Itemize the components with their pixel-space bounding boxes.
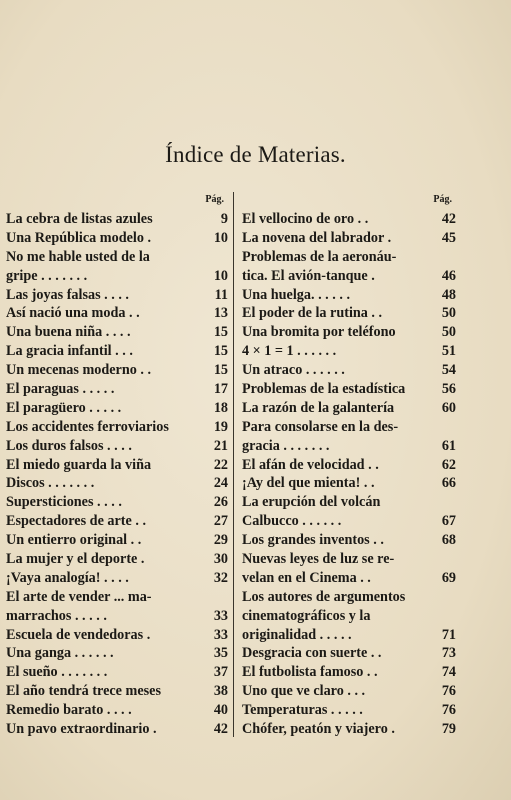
index-entry	[6, 248, 228, 267]
index-entry	[242, 323, 456, 342]
index-entry	[242, 701, 456, 720]
index-entry-page-number: 9	[220, 211, 228, 227]
index-entry-page-number: 10	[213, 267, 228, 284]
index-entry-page-number: 29	[213, 532, 228, 549]
index-entry-page-number: 74	[441, 664, 456, 681]
index-entry-title: El año tendrá trece meses	[6, 683, 161, 700]
index-entry-page-number: 50	[441, 324, 456, 341]
index-entry	[242, 474, 456, 493]
index-entry-title: Problemas de la aeronáu-	[242, 248, 397, 265]
index-entry-page-number: 24	[213, 475, 228, 492]
index-entry	[242, 626, 456, 645]
index-entry	[242, 361, 456, 380]
index-entry-title: El paragüero . . . . .	[6, 399, 122, 416]
index-entry-title: El poder de la rutina . .	[242, 305, 383, 322]
index-entry-page-number: 32	[213, 569, 228, 586]
index-entry-title: tica. El avión-tanque .	[242, 267, 375, 284]
index-entry-title: ¡Ay del que mienta! . .	[242, 475, 375, 492]
index-entry-title: Una República modelo .	[6, 229, 152, 246]
index-entry-title: Temperaturas . . . . .	[242, 702, 363, 719]
index-entry	[242, 569, 456, 588]
index-entry-page-number: 60	[441, 399, 456, 416]
index-entry	[6, 323, 228, 342]
index-entry-page-number: 19	[213, 418, 228, 435]
index-entry	[242, 512, 456, 531]
index-entry	[242, 380, 456, 399]
index-entry-page-number: 26	[213, 494, 228, 511]
index-entry	[242, 342, 456, 361]
index-entry-title: La cebra de listas azules	[6, 211, 153, 227]
index-entry	[6, 418, 228, 437]
index-entry-page-number: 37	[213, 664, 228, 681]
index-entry-page-number: 40	[213, 702, 228, 719]
index-entry-title: Así nació una moda . .	[6, 305, 140, 322]
index-entry-page-number: 38	[213, 683, 228, 700]
index-entry	[242, 720, 456, 739]
index-entry-page-number: 68	[441, 532, 456, 549]
index-entry-page-number: 18	[213, 399, 228, 416]
index-entry-page-number: 66	[441, 475, 456, 492]
index-entry-title: 4 × 1 = 1 . . . . . .	[242, 343, 337, 360]
index-column-right	[242, 190, 456, 739]
index-entry	[242, 550, 456, 569]
index-entry-title: Los accidentes ferroviarios	[6, 418, 169, 435]
index-entry	[6, 588, 228, 607]
index-entry	[6, 286, 228, 305]
index-entry-page-number: 73	[441, 645, 456, 662]
index-entry-title: cinematográficos y la	[242, 607, 371, 624]
index-entry-page-number: 33	[213, 626, 228, 643]
index-entry	[6, 663, 228, 682]
index-entry-page-number: 30	[213, 551, 228, 568]
index-entry	[242, 286, 456, 305]
index-entry-title: Los autores de argumentos	[242, 588, 406, 605]
index-entry-page-number: 42	[213, 721, 228, 738]
index-entry-title: El arte de vender ... ma-	[6, 588, 152, 605]
index-entry-title: ¡Vaya analogía! . . . .	[6, 569, 129, 586]
index-entry	[6, 493, 228, 512]
index-entry	[6, 267, 228, 286]
index-entry-title: Una ganga . . . . . .	[6, 645, 114, 662]
index-entry-title: Un atraco . . . . . .	[242, 362, 345, 379]
index-entry	[242, 437, 456, 456]
index-entry-page-number: 54	[441, 362, 456, 379]
index-entry-title: La gracia infantil . . .	[6, 343, 133, 360]
index-entry	[242, 607, 456, 626]
index-entry-page-number: 21	[213, 437, 228, 454]
index-entry-title: gracia . . . . . . .	[242, 437, 330, 454]
index-entry-page-number: 17	[213, 381, 228, 398]
index-entry-title: Una huelga. . . . . .	[242, 286, 350, 303]
index-entry	[6, 380, 228, 399]
index-entry-page-number: 42	[441, 211, 456, 227]
index-entry-title: El afán de velocidad . .	[242, 456, 379, 473]
index-entry	[6, 399, 228, 418]
index-entry	[6, 474, 228, 493]
index-entry-page-number: 61	[441, 437, 456, 454]
column-divider	[233, 192, 234, 737]
index-entry	[6, 304, 228, 323]
index-entry-title: Los grandes inventos . .	[242, 532, 384, 549]
index-entry	[6, 531, 228, 550]
index-entry-title: Una buena niña . . . .	[6, 324, 131, 341]
index-entry-page-number: 46	[441, 267, 456, 284]
index-entry-page-number: 15	[213, 324, 228, 341]
index-entry-page-number: 15	[213, 362, 228, 379]
index-column-left	[6, 190, 228, 739]
index-entry-title: Discos . . . . . . .	[6, 475, 95, 492]
index-entry	[6, 720, 228, 739]
index-entry-title: Remedio barato . . . .	[6, 702, 132, 719]
index-entry	[242, 663, 456, 682]
index-entry	[6, 644, 228, 663]
index-entry-page-number: 48	[441, 286, 456, 303]
index-entry	[242, 304, 456, 323]
page-title: Índice de Materias.	[165, 142, 346, 167]
index-entry-title: Supersticiones . . . .	[6, 494, 122, 511]
index-entry-title: Problemas de la estadística	[242, 381, 406, 398]
index-entry-page-number: 71	[441, 626, 456, 643]
index-entry	[6, 342, 228, 361]
index-entry	[6, 437, 228, 456]
index-entry-page-number: 67	[441, 513, 456, 530]
index-entry-title: Una bromita por teléfono	[242, 324, 396, 341]
index-entry-title: velan en el Cinema . .	[242, 569, 371, 586]
index-entry	[6, 210, 228, 229]
index-entry-title: El futbolista famoso . .	[242, 664, 378, 681]
page-header-label: Pág.	[433, 194, 452, 205]
index-entry-page-number: 79	[441, 721, 456, 738]
index-entry	[242, 248, 456, 267]
index-entry-title: Para consolarse en la des-	[242, 418, 399, 435]
index-entry-title: La novena del labrador .	[242, 229, 392, 246]
index-entry	[6, 569, 228, 588]
index-entry-title: El vellocino de oro . .	[242, 211, 369, 227]
index-entry-page-number: 76	[441, 683, 456, 700]
index-entry	[242, 399, 456, 418]
index-entry-title: Un pavo extraordinario .	[6, 721, 157, 738]
index-entry	[242, 210, 456, 229]
index-entry-title: La razón de la galantería	[242, 399, 395, 416]
index-entry	[242, 682, 456, 701]
index-entry-page-number: 27	[213, 513, 228, 530]
index-entry-title: gripe . . . . . . .	[6, 267, 88, 284]
index-entry-page-number: 69	[441, 569, 456, 586]
index-entry	[6, 512, 228, 531]
index-entry-page-number: 45	[441, 229, 456, 246]
index-entry-page-number: 51	[441, 343, 456, 360]
index-entry	[242, 493, 456, 512]
index-entry	[242, 531, 456, 550]
index-entry-title: El sueño . . . . . . .	[6, 664, 108, 681]
index-entry	[6, 456, 228, 475]
page-header-label: Pág.	[205, 194, 224, 205]
index-entry	[242, 229, 456, 248]
index-entry	[242, 644, 456, 663]
index-entry-title: Un mecenas moderno . .	[6, 362, 152, 379]
index-entry-title: Nuevas leyes de luz se re-	[242, 551, 395, 568]
index-entry	[242, 267, 456, 286]
index-entry-page-number: 15	[213, 343, 228, 360]
index-entry-title: Espectadores de arte . .	[6, 513, 147, 530]
index-entry-title: Un entierro original . .	[6, 532, 142, 549]
index-entry	[242, 588, 456, 607]
index-entry	[6, 626, 228, 645]
index-entry-page-number: 76	[441, 702, 456, 719]
index-entry-page-number: 50	[441, 305, 456, 322]
index-entry-title: Los duros falsos . . . .	[6, 437, 132, 454]
index-entry	[242, 456, 456, 475]
index-entry-title: Las joyas falsas . . . .	[6, 286, 129, 303]
index-entry-page-number: 35	[213, 645, 228, 662]
index-entry-title: Uno que ve claro . . .	[242, 683, 366, 700]
index-entry	[242, 418, 456, 437]
index-entry-title: Calbucco . . . . . .	[242, 513, 342, 530]
index-entry-page-number: 62	[441, 456, 456, 473]
index-entry	[6, 701, 228, 720]
index-entry	[6, 607, 228, 626]
index-entry	[6, 229, 228, 248]
index-entry-page-number: 22	[213, 456, 228, 473]
index-entry-title: La erupción del volcán	[242, 494, 381, 511]
index-entry-title: originalidad . . . . .	[242, 626, 352, 643]
index-entry-page-number: 10	[213, 229, 228, 246]
index-entry-title: Desgracia con suerte . .	[242, 645, 382, 662]
index-entry	[6, 361, 228, 380]
index-entry-page-number: 56	[441, 381, 456, 398]
index-entry-title: Escuela de vendedoras .	[6, 626, 151, 643]
index-entry-page-number: 33	[213, 607, 228, 624]
index-entry	[6, 550, 228, 569]
index-entry-page-number: 11	[214, 286, 228, 303]
index-entry	[6, 682, 228, 701]
index-entry-page-number: 13	[213, 305, 228, 322]
index-entry-title: La mujer y el deporte .	[6, 551, 145, 568]
index-entry-title: El paraguas . . . . .	[6, 381, 115, 398]
index-entry-title: marrachos . . . . .	[6, 607, 107, 624]
index-entry-title: Chófer, peatón y viajero .	[242, 721, 395, 738]
index-entry-title: El miedo guarda la viña	[6, 456, 152, 473]
index-entry-title: No me hable usted de la	[6, 248, 150, 265]
